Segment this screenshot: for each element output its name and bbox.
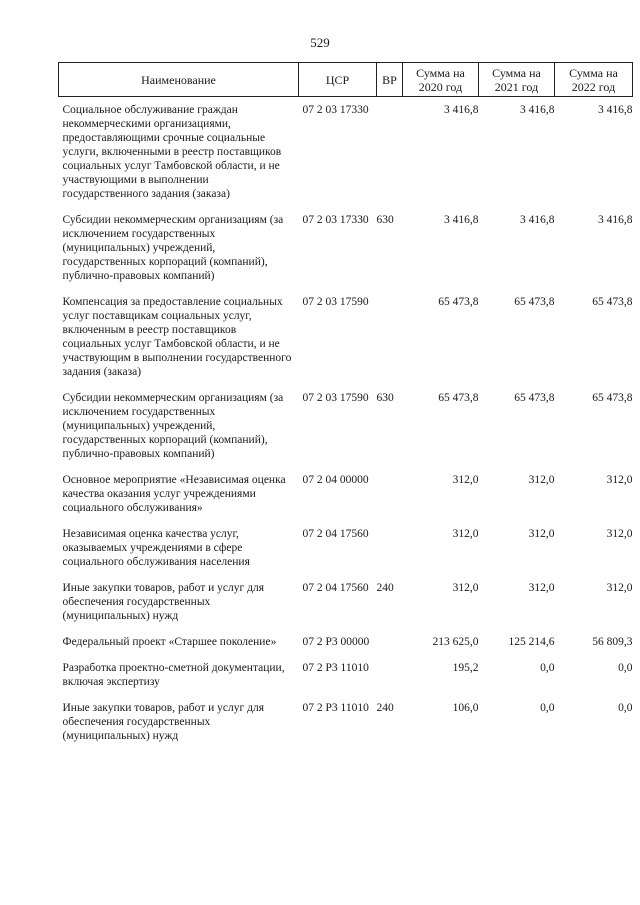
row-name: Разработка проектно-сметной документации, включая экспертизу [62, 662, 285, 688]
budget-table [58, 62, 633, 755]
row-vr [377, 527, 403, 581]
row-sum-2022: 312,0 [606, 582, 633, 594]
row-vr [377, 661, 403, 701]
table-row [59, 635, 633, 661]
table-row [59, 391, 633, 473]
row-sum-2020: 213 625,0 [432, 636, 479, 648]
row-code: 07 2 03 17330 [302, 104, 369, 116]
column-header-sum-2022: Сумма на 2022 год [555, 63, 633, 97]
row-sum-2021: 312,0 [528, 582, 555, 594]
row-vr [377, 635, 403, 661]
row-name: Иные закупки товаров, работ и услуг для обеспечения государственных (муниципальных) нужд [62, 582, 264, 622]
row-sum-2022: 3 416,8 [598, 214, 633, 226]
table-row [59, 213, 633, 295]
row-code: 07 2 04 17560 [302, 528, 369, 540]
row-code: 07 2 P3 11010 [302, 702, 369, 714]
row-sum-2022: 3 416,8 [598, 104, 633, 116]
row-sum-2022: 56 809,3 [592, 636, 633, 648]
row-sum-2021: 312,0 [528, 528, 555, 540]
row-code: 07 2 03 17590 [302, 392, 369, 404]
row-vr [377, 473, 403, 527]
row-sum-2020: 312,0 [452, 582, 479, 594]
row-code: 07 2 P3 00000 [302, 636, 370, 648]
column-header-vr: ВР [377, 63, 403, 97]
row-sum-2021: 65 473,8 [514, 296, 555, 308]
row-sum-2022: 0,0 [618, 702, 633, 714]
row-name: Субсидии некоммерческим организациям (за исключением государственных (муниципальных) учреждений, государственных корпораций (компаний), публично-правовых компаний) [62, 214, 284, 282]
row-sum-2021: 65 473,8 [514, 392, 555, 404]
row-sum-2020: 312,0 [452, 528, 479, 540]
row-sum-2021: 125 214,6 [508, 636, 555, 648]
row-name: Основное мероприятие «Независимая оценка качества оказания услуг учреждениями социального обслуживания» [62, 474, 286, 514]
row-name: Субсидии некоммерческим организациям (за исключением государственных (муниципальных) учреждений, государственных корпораций (компаний), публично-правовых компаний) [62, 392, 284, 460]
row-vr: 630 [376, 392, 394, 404]
row-sum-2022: 65 473,8 [592, 392, 633, 404]
row-sum-2021: 3 416,8 [520, 214, 555, 226]
row-sum-2022: 65 473,8 [592, 296, 633, 308]
row-sum-2020: 3 416,8 [444, 214, 479, 226]
row-sum-2020: 3 416,8 [444, 104, 479, 116]
row-sum-2021: 0,0 [540, 662, 555, 674]
row-vr: 630 [376, 214, 394, 226]
row-code: 07 2 03 17590 [302, 296, 369, 308]
row-vr [377, 103, 403, 213]
row-name: Федеральный проект «Старшее поколение» [62, 636, 277, 648]
row-vr: 240 [376, 702, 394, 714]
row-sum-2021: 312,0 [528, 474, 555, 486]
table-row [59, 527, 633, 581]
column-header-name: Наименование [59, 63, 299, 97]
row-sum-2020: 65 473,8 [438, 392, 479, 404]
column-header-code: ЦСР [299, 63, 377, 97]
page-number: 529 [310, 35, 330, 50]
table-row [59, 295, 633, 391]
row-sum-2022: 312,0 [606, 528, 633, 540]
row-name: Независимая оценка качества услуг, оказываемых учреждениями в сфере социального обслуживания населения [62, 528, 250, 568]
row-sum-2020: 65 473,8 [438, 296, 479, 308]
row-code: 07 2 04 17560 [302, 582, 369, 594]
table-body [59, 97, 633, 756]
row-name: Социальное обслуживание граждан некоммерческими организациями, предоставляющими срочные социальные услуги, включенными в реестр поставщиков социальных услуг Тамбовской области, и не участвующими в выполнении государственного задания (заказа) [62, 104, 282, 200]
table-row [59, 581, 633, 635]
row-sum-2020: 195,2 [452, 662, 479, 674]
row-sum-2020: 106,0 [452, 702, 479, 714]
column-header-sum-2020: Сумма на 2020 год [403, 63, 479, 97]
row-name: Иные закупки товаров, работ и услуг для обеспечения государственных (муниципальных) нужд [62, 702, 264, 742]
table-row [59, 473, 633, 527]
table-header-row [59, 63, 633, 97]
table-row [59, 661, 633, 701]
row-name: Компенсация за предоставление социальных услуг поставщикам социальных услуг, включенным в реестр поставщиков социальных услуг Тамбовской области, и не участвующим в выполнении государственного задания (заказа) [62, 296, 292, 378]
table-row [59, 103, 633, 213]
table-row [59, 701, 633, 755]
row-code: 07 2 04 00000 [302, 474, 369, 486]
row-sum-2022: 312,0 [606, 474, 633, 486]
row-sum-2021: 3 416,8 [520, 104, 555, 116]
row-code: 07 2 03 17330 [302, 214, 369, 226]
row-vr [377, 295, 403, 391]
row-sum-2022: 0,0 [618, 662, 633, 674]
row-sum-2021: 0,0 [540, 702, 555, 714]
row-sum-2020: 312,0 [452, 474, 479, 486]
row-code: 07 2 P3 11010 [302, 662, 369, 674]
row-vr: 240 [376, 582, 394, 594]
column-header-sum-2021: Сумма на 2021 год [479, 63, 555, 97]
